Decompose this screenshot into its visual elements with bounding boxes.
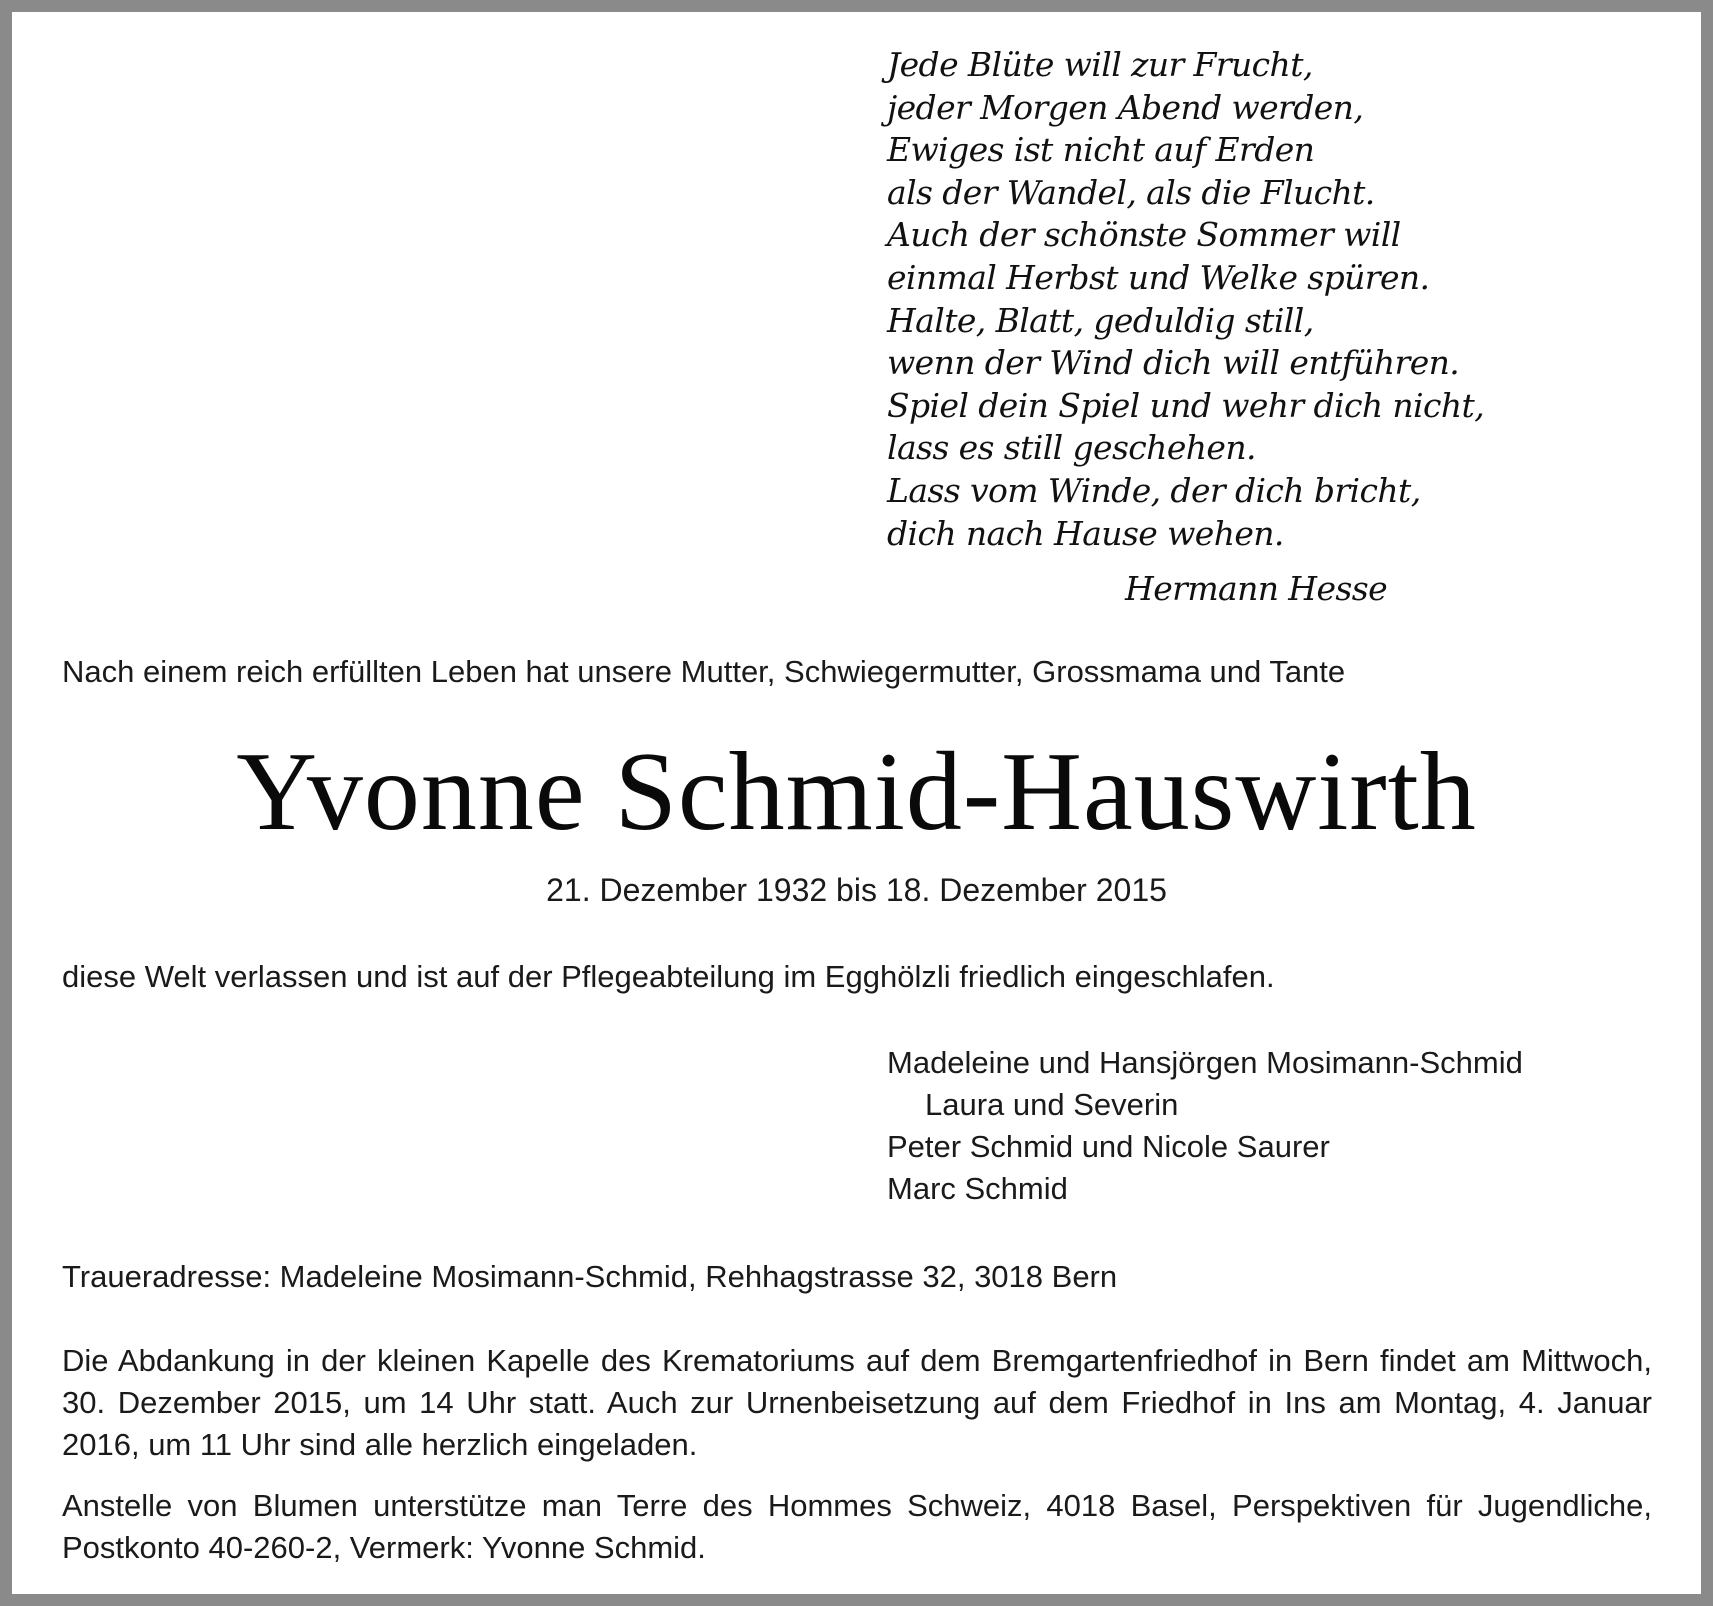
passing-text: diese Welt verlassen und ist auf der Pflegeabteilung im Egghölzli friedlich eingeschlafen. — [62, 959, 1275, 994]
ceremony-paragraph: Die Abdankung in der kleinen Kapelle des Krematoriums auf dem Bremgartenfriedhof in Bern findet am Mittwoch, 30. Dezember 2015, um 14 Uhr statt. Auch zur Urnenbeisetzung auf dem Friedhof in Ins am Montag, 4. Januar 2016, um 11 Uhr sind alle herzlich eingeladen. — [62, 1343, 1652, 1462]
intro-text: Nach einem reich erfüllten Leben hat unsere Mutter, Schwiegermutter, Grossmama und Tante — [62, 654, 1346, 689]
mourners-list — [887, 1042, 1523, 1210]
poem-line: Lass vom Winde, der dich bricht, — [887, 470, 1421, 510]
poem-line: jeder Morgen Abend werden, — [887, 87, 1364, 127]
poem-line: Jede Blüte will zur Frucht, — [887, 45, 1313, 84]
poem-line: Auch der schönste Sommer will — [887, 215, 1401, 255]
poem-line: dich nach Hause wehen. — [887, 513, 1284, 553]
mourner-line: Marc Schmid — [887, 1171, 1068, 1206]
mourner-line: Madeleine und Hansjörgen Mosimann-Schmid — [887, 1045, 1523, 1080]
deceased-name: Yvonne Schmid-Hauswirth — [236, 730, 1477, 854]
poem-author: Hermann Hesse — [1125, 569, 1387, 608]
poem — [887, 44, 1484, 555]
poem-line: Halte, Blatt, geduldig still, — [887, 300, 1314, 340]
obituary-notice — [12, 12, 1701, 1594]
mourning-address: Traueradresse: Madeleine Mosimann-Schmid, Rehhagstrasse 32, 3018 Bern — [62, 1259, 1118, 1294]
poem-line: Ewiges ist nicht auf Erden — [887, 130, 1315, 170]
mourner-line: Laura und Severin — [925, 1087, 1179, 1122]
poem-line: als der Wandel, als die Flucht. — [887, 172, 1375, 212]
life-dates: 21. Dezember 1932 bis 18. Dezember 2015 — [546, 872, 1167, 908]
poem-line: lass es still geschehen. — [887, 428, 1256, 468]
poem-line: einmal Herbst und Welke spüren. — [887, 257, 1430, 297]
poem-line: wenn der Wind dich will entführen. — [887, 343, 1460, 383]
donation-paragraph: Anstelle von Blumen unterstütze man Terre des Hommes Schweiz, 4018 Basel, Perspektiven für Jugendliche, Postkonto 40-260-2, Vermerk: Yvonne Schmid. — [62, 1488, 1652, 1565]
poem-line: Spiel dein Spiel und wehr dich nicht, — [887, 385, 1485, 425]
mourner-line: Peter Schmid und Nicole Saurer — [887, 1129, 1330, 1164]
